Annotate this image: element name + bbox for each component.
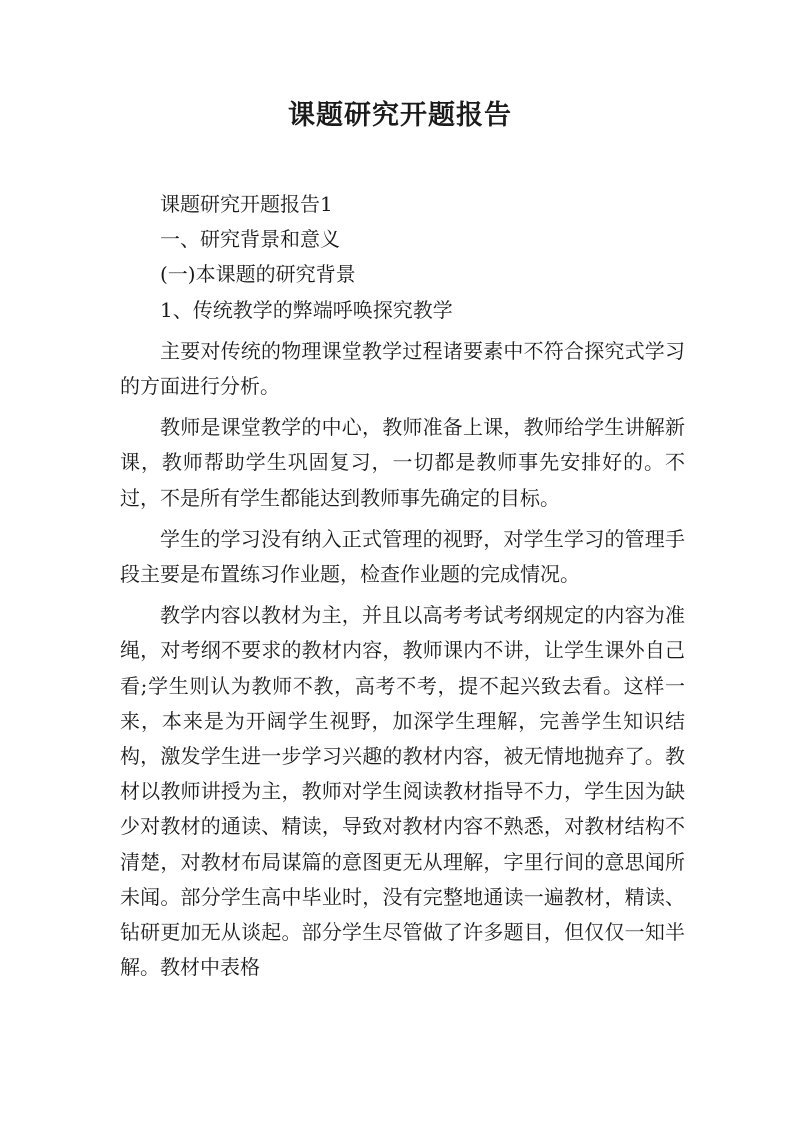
section-heading-background-significance: 一、研究背景和意义 xyxy=(160,227,340,252)
section-heading-report-1: 课题研究开题报告1 xyxy=(160,192,333,216)
document-body xyxy=(120,187,685,985)
body-paragraph: 教学内容以教材为主，并且以高考考试考纲规定的内容为准绳，对考纲不要求的教材内容，教师课内不讲，让学生课外自己看;学生则认为教师不教，高考不考，提不起兴致去看。这样一来，本来是为开阔学生视野，加深学生理解，完善学生知识结构，激发学生进一步学习兴趣的教材内容，被无情地抛弃了。教材以教师讲授为主，教师对学生阅读教材指导不力，学生因为缺少对教材的通读、精读，导致对教材内容不熟悉，对教材结构不清楚，对教材布局谋篇的意图更无从理解，字里行间的意思闻所未闻。部分学生高中毕业时，没有完整地通读一遍教材，精读、钻研更加无从谈起。部分学生尽管做了许多题目，但仅仅一知半解。教材中表格 xyxy=(120,603,685,980)
section-heading-research-background: (一)本课题的研究背景 xyxy=(160,262,356,287)
document-title: 课题研究开题报告 xyxy=(288,100,512,131)
body-paragraph: 教师是课堂教学的中心，教师准备上课，教师给学生讲解新课，教师帮助学生巩固复习，一切都是教师事先安排好的。不过，不是所有学生都能达到教师事先确定的目标。 xyxy=(120,415,685,510)
body-paragraph: 学生的学习没有纳入正式管理的视野，对学生学习的管理手段主要是布置练习作业题，检查作业题的完成情况。 xyxy=(120,526,685,587)
body-paragraph: 主要对传统的物理课堂教学过程诸要素中不符合探究式学习的方面进行分析。 xyxy=(120,338,685,399)
section-heading-traditional-teaching: 1、传统教学的弊端呼唤探究教学 xyxy=(160,297,453,322)
